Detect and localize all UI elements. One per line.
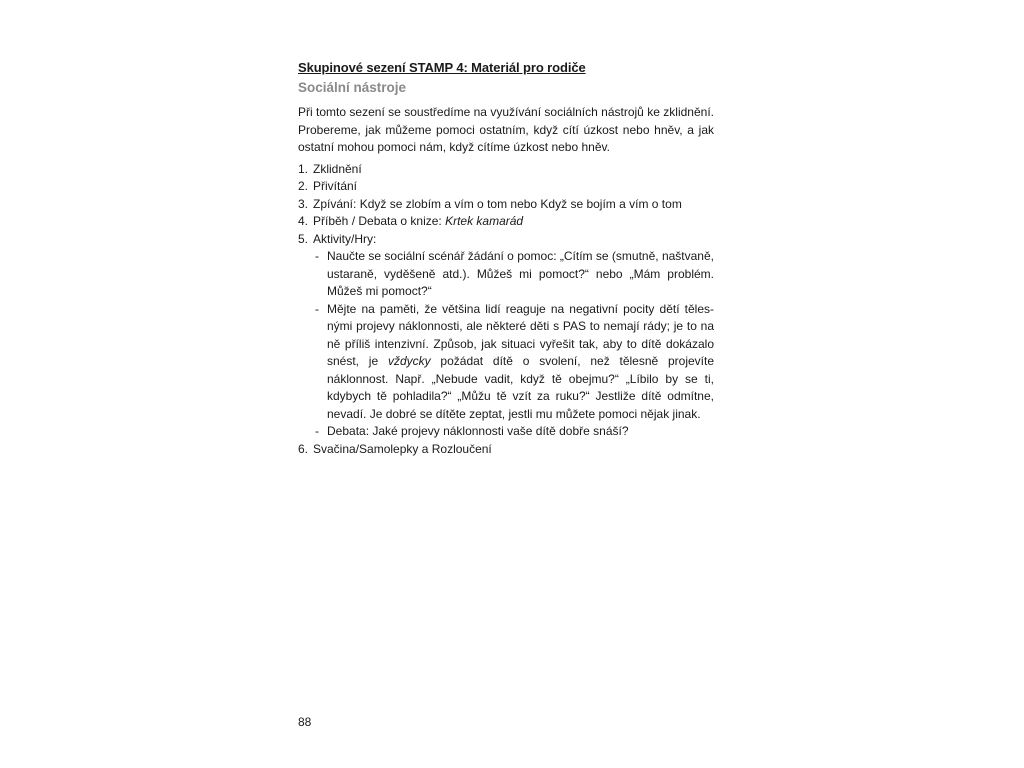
agenda-list: [298, 161, 714, 459]
document-title: Skupinové sezení STAMP 4: Materiál pro rodiče: [298, 60, 586, 75]
sublist-text: Debata: Jaké projevy náklonnosti vaše dítě dobře snáší?: [327, 424, 629, 438]
emphasis-text: vždycky: [387, 354, 431, 368]
agenda-item-number: 1.: [298, 161, 309, 176]
sublist-text-part: Mějte na paměti, že většina lidí reaguje na negativní pocity dětí tělesnými projevy náklonnosti, ale některé děti s PAS to nemají rády; je to na ně příliš intenzivní. Způsob, jak situaci vyřešit tak, aby to dítě dokázalo snést, je: [327, 301, 714, 368]
sublist-text-part: požádat dítě o svolení, než tělesně projevíte náklonnost. Např. „Nebude vadit, když tě obejmu?“ „Líbilo by se ti, kdybych tě pohladila?“ „Můžu tě vzít za ruku?“ Jestliže dítě odmítne, nevadí. Je dobré se dítěte zeptat, jestli mu můžete pomoci nějak jinak.: [327, 354, 715, 421]
agenda-item: [298, 161, 714, 179]
agenda-item-number: 6.: [298, 441, 309, 456]
agenda-item-text: Aktivity/Hry:: [313, 231, 377, 246]
agenda-item: [298, 441, 714, 459]
agenda-item-text: Zklidnění: [313, 161, 362, 176]
agenda-item-number: 5.: [298, 231, 309, 246]
sublist-text: Naučte se sociální scénář žádání o pomoc: „Cítím se (smutně, naštvaně, ustaraně, vyděšeně atd.). Můžeš mi pomoct?“ nebo „Mám problém. Můžeš mi pomoct?“: [327, 249, 714, 298]
agenda-item-text: Příběh / Debata o knize:: [313, 214, 446, 228]
agenda-item: [298, 178, 714, 196]
sublist-item: [313, 248, 714, 301]
activity-sublist: [313, 248, 714, 441]
agenda-item: [298, 231, 714, 441]
agenda-item-number: 2.: [298, 179, 309, 193]
agenda-item-text: Zpívání: Když se zlobím a vím o tom nebo Když se bojím a vím o tom: [313, 196, 682, 211]
document-subtitle: Sociální nástroje: [298, 80, 407, 95]
agenda-item-number: 4.: [298, 214, 309, 228]
sublist-item: [313, 423, 714, 441]
agenda-item: [298, 196, 714, 214]
intro-paragraph: Při tomto sezení se soustředíme na využívání sociálních nástrojů ke zklidnění. Probereme, jak můžeme pomoci ostatním, když cítí úzkost nebo hněv, a jak ostatní mohou pomoci nám, když cítíme úzkost nebo hněv.: [298, 105, 714, 154]
agenda-item: [298, 213, 714, 231]
agenda-item-body: [313, 231, 714, 441]
sublist-item: [313, 301, 714, 424]
agenda-item-number: 3.: [298, 196, 309, 211]
page-number: 88: [298, 715, 312, 729]
sublist-dash: -: [315, 424, 319, 438]
sublist-dash: -: [315, 249, 319, 263]
agenda-item-text: Svačina/Samolepky a Rozloučení: [313, 441, 492, 456]
agenda-item-body: [313, 213, 714, 231]
document-page: [298, 58, 714, 458]
book-title: Krtek kamarád: [445, 214, 524, 228]
agenda-item-text: Přivítání: [313, 179, 358, 193]
sublist-text: [327, 301, 714, 424]
sublist-dash: -: [315, 301, 319, 316]
